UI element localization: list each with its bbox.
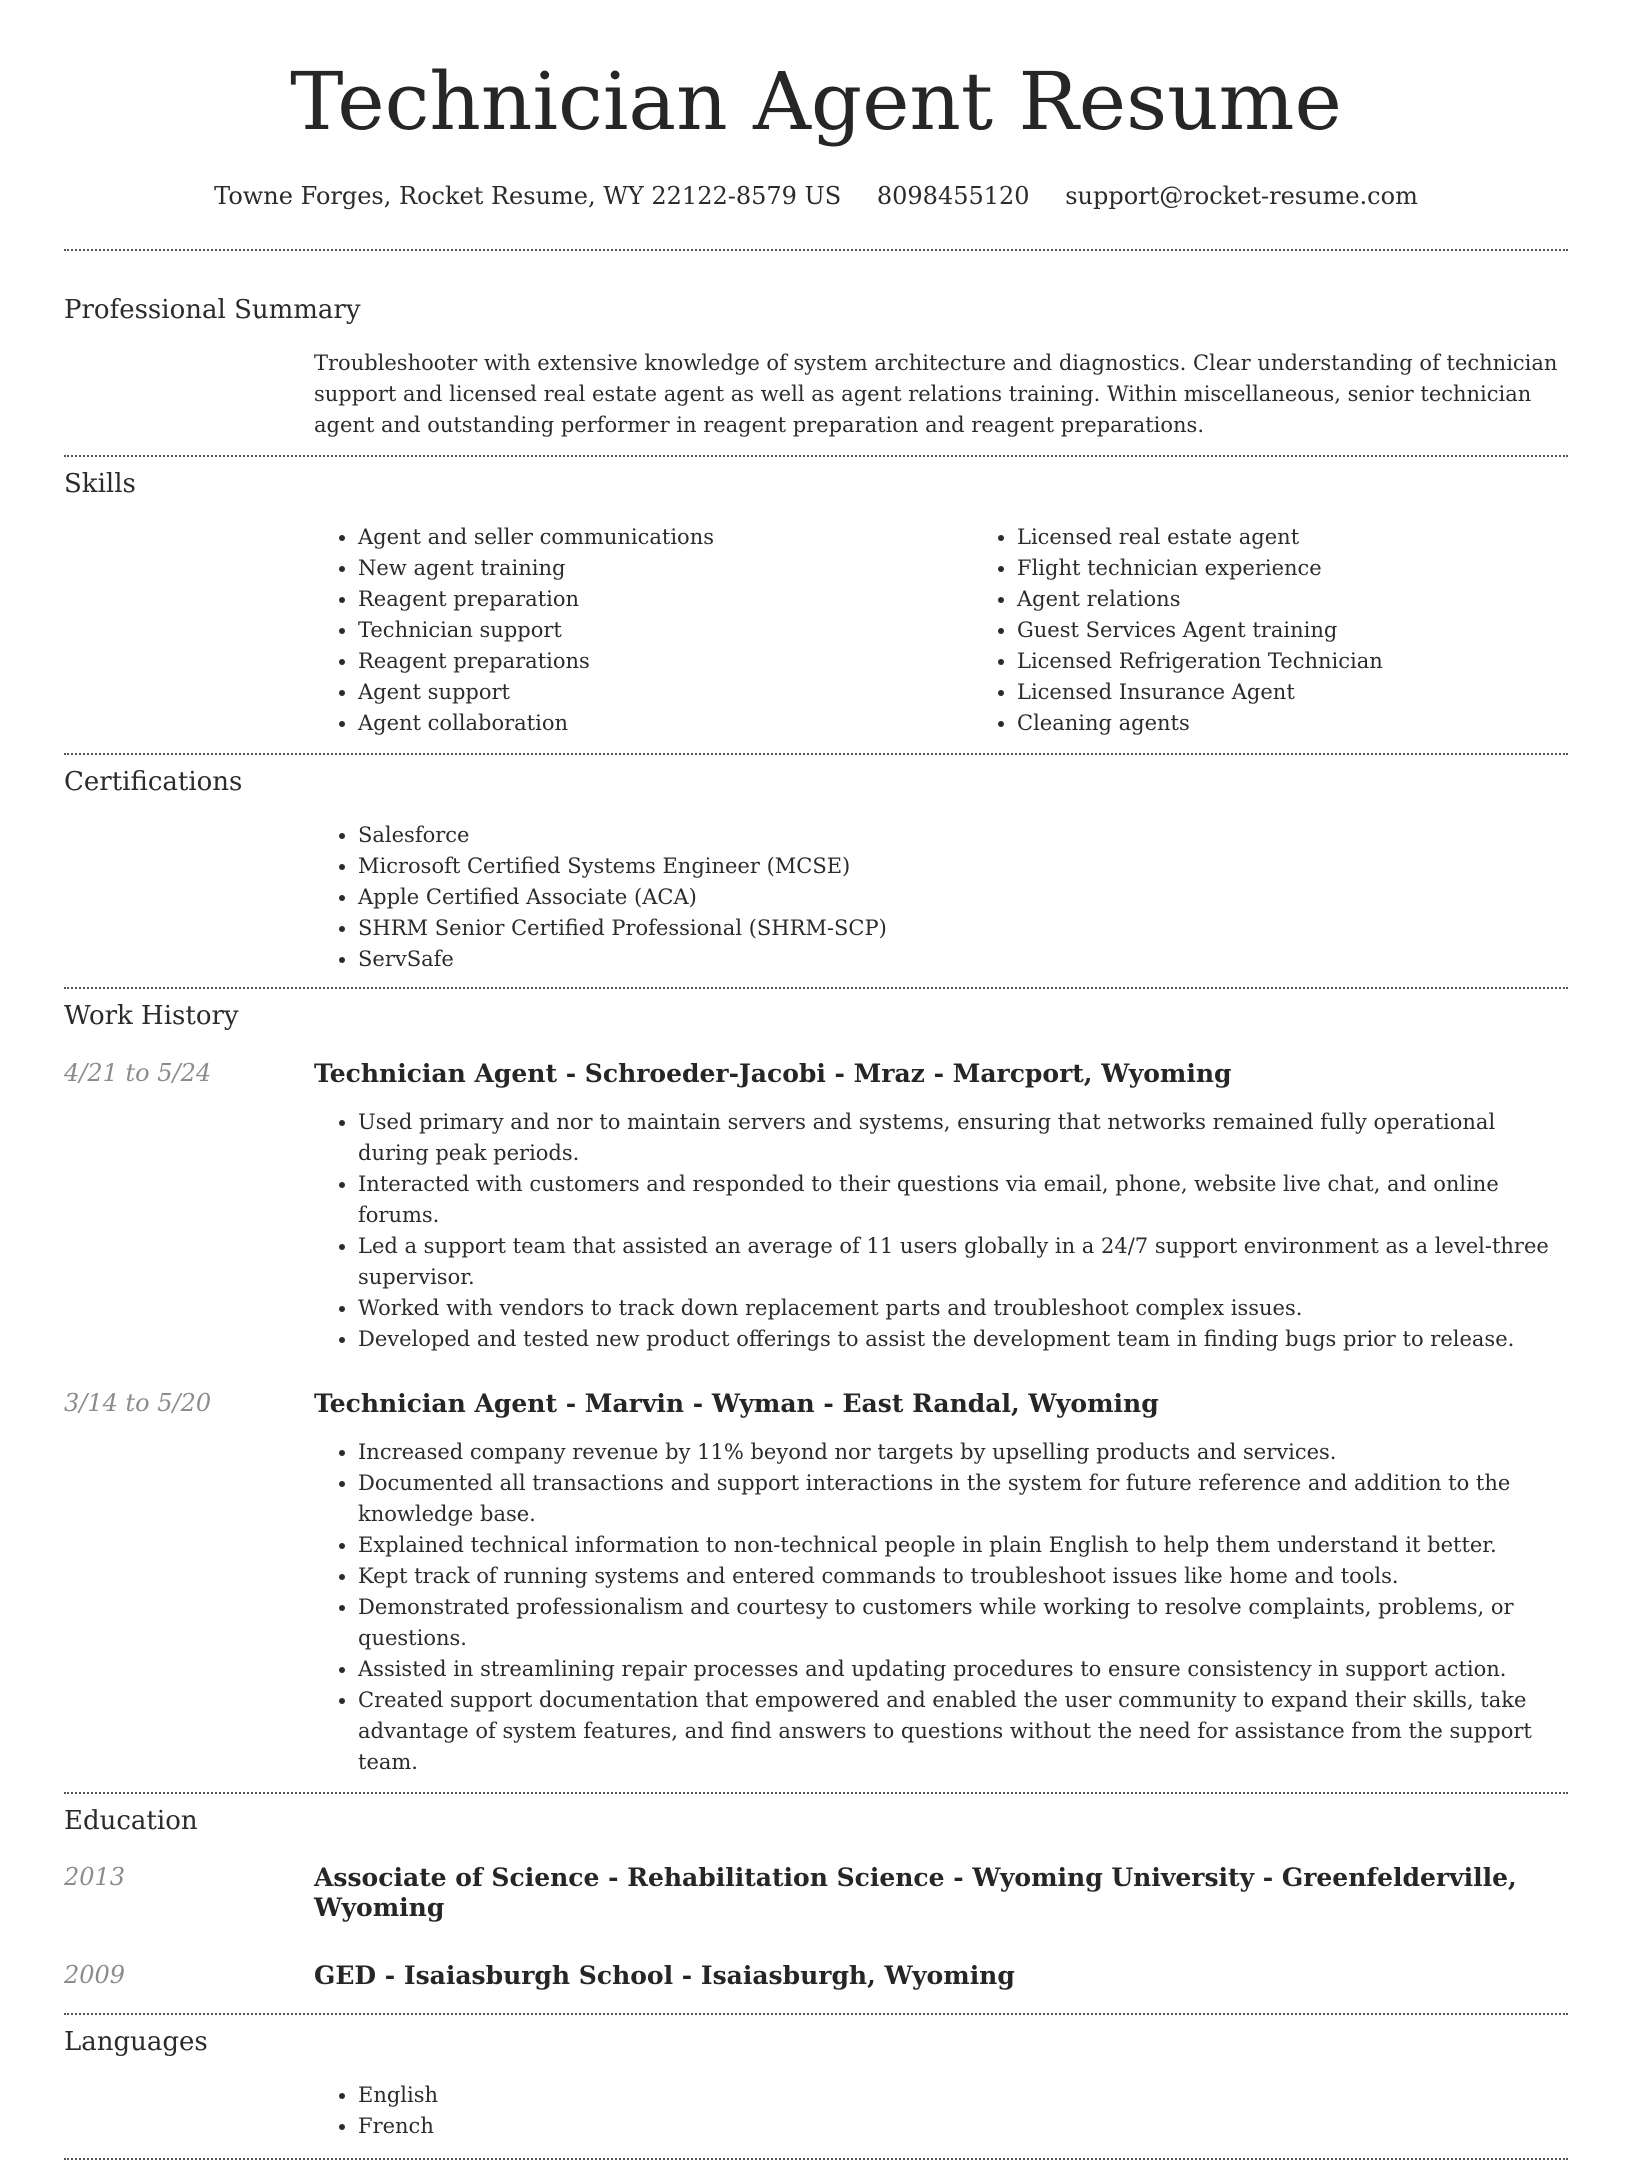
divider — [64, 249, 1568, 251]
summary-text: Troubleshooter with extensive knowledge of system architecture and diagnostics. Clear understanding of technician support and licensed real estate agent as well as agent relations training. Within miscellaneous, senior technician agent and outstanding performer in reagent preparation and reagent preparations. — [314, 350, 1558, 437]
certifications-content — [314, 820, 1568, 975]
skills-grid — [314, 522, 1632, 739]
languages-spacer — [64, 2080, 314, 2142]
languages-section — [64, 2027, 1568, 2142]
languages-list — [314, 2080, 1568, 2142]
skill-item: • Reagent preparation — [358, 584, 973, 615]
job-bullet: • Documented all transactions and support interactions in the system for future reference and addition to the knowledge base. — [358, 1468, 1568, 1530]
section-title-work-history: Work History — [64, 1001, 239, 1032]
summary-section — [64, 295, 1568, 441]
job-bullet: • Kept track of running systems and entered commands to troubleshoot issues like home and tools. — [358, 1561, 1568, 1592]
job-dates: 4/21 to 5/24 — [64, 1058, 212, 1087]
language-item: • English — [358, 2080, 1568, 2111]
skill-item: • Agent and seller communications — [358, 522, 973, 553]
divider — [64, 1792, 1568, 1794]
section-title-education: Education — [64, 1805, 198, 1836]
section-title-summary: Professional Summary — [64, 294, 361, 325]
certification-item: • ServSafe — [358, 944, 1568, 975]
job-bullet: • Worked with vendors to track down replacement parts and troubleshoot complex issues. — [358, 1293, 1568, 1324]
contact-email: support@rocket-resume.com — [1065, 182, 1418, 210]
skill-item: • Guest Services Agent training — [1017, 615, 1632, 646]
skill-item: • Licensed real estate agent — [1017, 522, 1632, 553]
education-entry — [64, 1863, 1568, 1923]
work-history-section — [64, 1001, 1568, 1777]
job-bullet: • Interacted with customers and responded to their questions via email, phone, website live chat, and online forums. — [358, 1169, 1568, 1231]
skill-item: • Cleaning agents — [1017, 708, 1632, 739]
job-bullet: • Demonstrated professionalism and courtesy to customers while working to resolve complaints, problems, or questions. — [358, 1592, 1568, 1654]
education-entry — [64, 1961, 1568, 1991]
certifications-spacer — [64, 820, 314, 975]
certification-item: • Apple Certified Associate (ACA) — [358, 882, 1568, 913]
education-year: 2013 — [64, 1862, 126, 1891]
skill-item: • Licensed Refrigeration Technician — [1017, 646, 1632, 677]
skill-item: • Technician support — [358, 615, 973, 646]
certifications-list — [314, 820, 1568, 975]
education-title: Associate of Science - Rehabilitation Science - Wyoming University - Greenfelderville, Wyoming — [314, 1862, 1517, 1922]
skill-item: • Reagent preparations — [358, 646, 973, 677]
job-bullet: • Assisted in streamlining repair processes and updating procedures to ensure consistency in support action. — [358, 1654, 1568, 1685]
section-title-skills: Skills — [64, 468, 136, 499]
job-bullet: • Explained technical information to non-technical people in plain English to help them understand it better. — [358, 1530, 1568, 1561]
skill-item: • Flight technician experience — [1017, 553, 1632, 584]
skill-item: • Licensed Insurance Agent — [1017, 677, 1632, 708]
job-entry — [64, 1059, 1568, 1355]
skills-row — [64, 522, 1568, 739]
summary-row — [64, 348, 1568, 441]
summary-content — [314, 348, 1568, 441]
job-content — [314, 1389, 1568, 1778]
skills-spacer — [64, 522, 314, 739]
contact-phone: 8098455120 — [876, 182, 1030, 210]
skill-item: • New agent training — [358, 553, 973, 584]
job-bullet: • Used primary and nor to maintain servers and systems, ensuring that networks remained fully operational during peak periods. — [358, 1107, 1568, 1169]
resume-title: Technician Agent Resume — [290, 55, 1342, 148]
contact-address: Towne Forges, Rocket Resume, WY 22122-8579 US — [214, 182, 842, 210]
job-bullets — [314, 1437, 1568, 1778]
section-title-certifications: Certifications — [64, 767, 243, 798]
summary-spacer — [64, 348, 314, 441]
job-content — [314, 1059, 1568, 1355]
skills-list-right — [973, 522, 1632, 739]
contact-line — [64, 182, 1568, 211]
job-bullet: • Developed and tested new product offerings to assist the development team in finding bugs prior to release. — [358, 1324, 1568, 1355]
job-bullets — [314, 1107, 1568, 1355]
certification-item: • SHRM Senior Certified Professional (SHRM-SCP) — [358, 913, 1568, 944]
divider — [64, 2013, 1568, 2015]
section-title-languages: Languages — [64, 2026, 208, 2057]
language-item: • French — [358, 2111, 1568, 2142]
certifications-section — [64, 767, 1568, 975]
skills-section — [64, 469, 1568, 739]
languages-content — [314, 2080, 1568, 2142]
certifications-row — [64, 820, 1568, 975]
languages-row — [64, 2080, 1568, 2142]
education-content — [314, 1863, 1568, 1923]
skills-list-left — [314, 522, 973, 739]
job-title: Technician Agent - Schroeder-Jacobi - Mraz - Marcport, Wyoming — [314, 1058, 1232, 1088]
divider — [64, 455, 1568, 457]
job-dates: 3/14 to 5/20 — [64, 1388, 212, 1417]
education-section — [64, 1806, 1568, 1991]
education-content — [314, 1961, 1568, 1991]
education-year: 2009 — [64, 1960, 126, 1989]
job-entry — [64, 1389, 1568, 1778]
skill-item: • Agent relations — [1017, 584, 1632, 615]
certification-item: • Microsoft Certified Systems Engineer (MCSE) — [358, 851, 1568, 882]
job-bullet: • Created support documentation that empowered and enabled the user community to expand their skills, take advantage of system features, and find answers to questions without the need for assistance from the support team. — [358, 1685, 1568, 1778]
job-title: Technician Agent - Marvin - Wyman - East Randal, Wyoming — [314, 1388, 1159, 1418]
education-title: GED - Isaiasburgh School - Isaiasburgh, Wyoming — [314, 1960, 1015, 1990]
job-bullet: • Led a support team that assisted an average of 11 users globally in a 24/7 support environment as a level-three supervisor. — [358, 1231, 1568, 1293]
job-bullet: • Increased company revenue by 11% beyond nor targets by upselling products and services. — [358, 1437, 1568, 1468]
certification-item: • Salesforce — [358, 820, 1568, 851]
skill-item: • Agent collaboration — [358, 708, 973, 739]
skill-item: • Agent support — [358, 677, 973, 708]
divider — [64, 753, 1568, 755]
divider — [64, 987, 1568, 989]
